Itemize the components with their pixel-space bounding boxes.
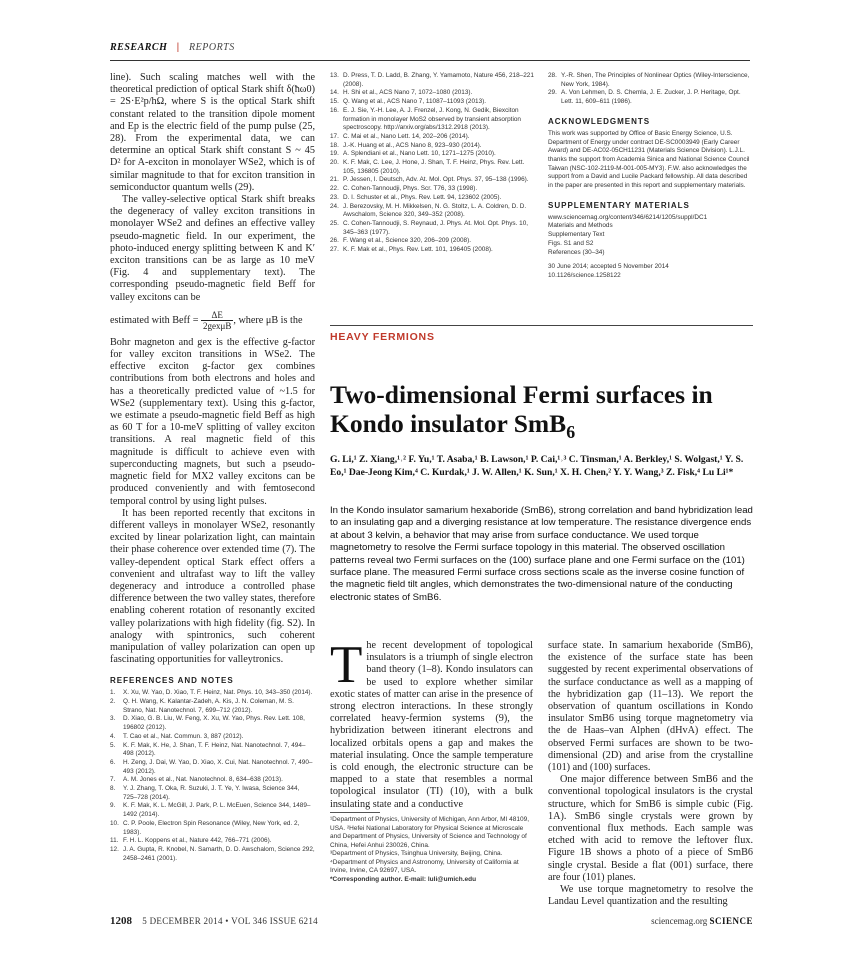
article-separator-rule — [330, 325, 753, 326]
formula-fraction — [201, 310, 233, 331]
page-footer — [110, 915, 753, 927]
site-name: sciencemag.org — [651, 916, 708, 926]
formula-numerator: ΔE — [201, 310, 233, 321]
article-body-column-2 — [548, 640, 753, 908]
drop-cap: T — [330, 636, 363, 694]
doi: 10.1126/science.1258122 — [548, 271, 621, 279]
references-heading: REFERENCES AND NOTES — [110, 676, 234, 686]
reference-item: 3. D. Xiao, G. B. Liu, W. Feng, X. Xu, W. Yao, Phys. Rev. Lett. 108, 196802 (2012). — [110, 715, 305, 732]
reference-item: 4. T. Cao et al., Nat. Commun. 3, 887 (2012). — [110, 732, 244, 740]
reference-list — [548, 72, 753, 107]
reference-item: 17. C. Mai et al., Nano Lett. 14, 202–206 (2014). — [330, 132, 470, 140]
article-abstract: In the Kondo insulator samarium hexaboride (SmB6), strong correlation and band hybridization lead to an insulating gap and a diverging resistance at low temperature. The resistance divergence ends at about 3 kelvin, a behavior that may arise from surface conductance. We used torque magnetometry to resolve the Fermi surface topology in this material. The observed oscillation patterns reveal two Fermi surfaces on the (100) surface plane and one Fermi surface on the (101) surface plane. The measured Fermi surface cross sections scale as the inverse cosine function of the magnetic field tilt angles, which demonstrates the two-dimensional nature of the conducting electronic states of SmB6. — [330, 505, 753, 603]
article-body-column-1 — [330, 636, 533, 811]
reference-item: 23. D. I. Schuster et al., Phys. Rev. Lett. 94, 123602 (2005). — [330, 193, 502, 201]
journal-name: SCIENCE — [709, 916, 753, 926]
reference-item: 8. Y. J. Zhang, T. Oka, R. Suzuki, J. T. Ye, Y. Iwasa, Science 344, 725–728 (2014). — [110, 785, 300, 801]
column-2 — [330, 72, 535, 255]
corresponding-author: *Corresponding author. E-mail: luli@umich.edu — [330, 875, 477, 883]
reference-item: 19. A. Splendiani et al., Nano Lett. 10, 1271–1275 (2010). — [330, 150, 496, 158]
section-label: RESEARCH — [110, 42, 168, 53]
reference-item: 26. F. Wang et al., Science 320, 206–209 (2008). — [330, 237, 472, 245]
affiliation-line: ³Department of Physics, Tsinghua University, Beijing, China. — [330, 850, 503, 857]
article-title: Two-dimensional Fermi surfaces in Kondo insulator SmB$_6$ — [330, 380, 713, 443]
formula-line — [110, 310, 315, 331]
reference-item: 5. K. F. Mak, K. He, J. Shan, T. F. Heinz, Nat. Nanotechnol. 7, 494–498 (2012). — [110, 741, 306, 758]
body-paragraph: We use torque magnetometry to resolve the Landau Level quantization and the resulting — [548, 884, 753, 908]
reference-item: 9. K. F. Mak, K. L. McGill, J. Park, P. L. McEuen, Science 344, 1489–1492 (2014). — [110, 802, 311, 819]
body-paragraph: The valley-selective optical Stark shift breaks the degeneracy of valley exciton transitions in monolayer WSe2 and defines an effective valley pseudo-magnetic field. In our experiment, the photo-induced energy splitting between K and K′ exciton transitions can be as large as 10 meV (Fig. 4 and supplementary text). The corresponding pseudo-magnetic field Beff for valley excitons can be — [110, 194, 315, 303]
acknowledgments-heading: ACKNOWLEDGMENTS — [548, 116, 651, 126]
category-label: REPORTS — [189, 42, 235, 53]
reference-item: 16. E. J. Sie, Y.-H. Lee, A. J. Frenzel, J. Kong, N. Gedik, Biexciton formation in monolayer MoS2 observed by transient absorption spectroscopy. http://arxiv.org/abs/1312.2918 (2013). — [330, 106, 521, 132]
body-paragraph: The recent development of topological insulators is a triumph of single electron band theory (1–8). Kondo insulators can be used to explore whether similar exotic states of matter can arise in the presence of strong electron interactions. In these strongly correlated heavy-fermion systems (9), the hybridization between itinerant electrons and localized orbitals opens a gap and makes the material insulating. Once the sample temperature is cold enough, the electronic structure can be mapped to a state that resembles a normal topological insulator (TI) (10), with a bulk insulating state and a conductive — [330, 636, 533, 810]
affiliations — [330, 816, 533, 884]
article-kicker: HEAVY FERMIONS — [330, 331, 435, 343]
supplementary-item: Figs. S1 and S2 — [548, 239, 594, 247]
affiliation-line: ⁴Department of Physics and Astronomy, University of California at Irvine, Irvine, CA 92697, USA. — [330, 858, 519, 874]
reference-item: 20. K. F. Mak, C. Lee, J. Hone, J. Shan, T. F. Heinz, Phys. Rev. Lett. 105, 136805 (2010). — [330, 159, 525, 175]
reference-item: 13. D. Press, T. D. Ladd, B. Zhang, Y. Yamamoto, Nature 456, 218–221 (2008). — [330, 72, 534, 88]
reference-item: 21. P. Jessen, I. Deutsch, Adv. At. Mol. Opt. Phys. 37, 95–138 (1996). — [330, 176, 529, 184]
reference-item: 27. K. F. Mak et al., Phys. Rev. Lett. 101, 196405 (2008). — [330, 246, 493, 254]
reference-item: 11. F. H. L. Koppens et al., Nature 442, 766–771 (2006). — [110, 837, 272, 845]
reference-item: 18. J.-K. Huang et al., ACS Nano 8, 923–930 (2014). — [330, 141, 482, 149]
reference-item: 14. H. Shi et al., ACS Nano 7, 1072–1080 (2013). — [330, 89, 473, 97]
supplementary-item: Supplementary Text — [548, 231, 605, 239]
acknowledgments-text: This work was supported by Office of Basic Energy Science, U.S. Department of Energy under contract DE-SC0003949 (Early Career Award) and DE-AC02-05CH11231 (Materials Science Division). L.J.L. thanks the support from Academia Sinica and National Science Council Taiwan (NSC-102-2119-M-001-005-MY3). F.W. also acknowledges the support from a David and Lucile Packard fellowship. All data described in the paper are presented in this report and supplementary materials. — [548, 129, 750, 190]
supplementary-item: Materials and Methods — [548, 222, 613, 230]
reference-item: 29. A. Von Lehmen, D. S. Chemla, J. E. Zucker, J. P. Heritage, Opt. Lett. 11, 609–611 (1986). — [548, 89, 741, 106]
body-paragraph: It has been reported recently that excitons in different valleys in monolayer WSe2, resonantly excited by linear polarization light, can maintain their phase coherence over extended time (7). The valley-dependent optical Stark effect offers a convenient and ultrafast way to lift the valley degeneracy and introduce a controlled phase difference between the two valley states, therefore enabling coherent rotation of resonantly excited valley polarizations with high fidelity (fig. S2). In analogy with spintronics, such coherent manipulation of valley polarization can open up fascinating opportunities for valleytronics. — [110, 507, 315, 666]
article-authors: G. Li,¹ Z. Xiang,¹˒² F. Yu,¹ T. Asaba,¹ B. Lawson,¹ P. Cai,¹˒³ C. Tinsman,¹ A. Berkley,¹ S. Wolgast,¹ Y. S. Eo,¹ Dae-Jeong Kim,⁴ C. Kurdak,¹ J. W. Allen,¹ K. Sun,¹ X. H. Chen,² Y. Y. Wang,³ Z. Fisk,⁴ Lu Li¹* — [330, 454, 744, 478]
supplementary-link[interactable]: www.sciencemag.org/content/346/6214/1205/suppl/DC1 — [548, 213, 708, 221]
footer-journal — [651, 916, 753, 926]
reference-item: 22. C. Cohen-Tannoudji, Phys. Scr. T76, 33 (1998). — [330, 185, 478, 193]
received-date: 30 June 2014; accepted 5 November 2014 — [548, 263, 669, 271]
reference-item: 1. X. Xu, W. Yao, D. Xiao, T. F. Heinz, Nat. Phys. 10, 343–350 (2014). — [110, 689, 313, 697]
header-separator: | — [176, 42, 180, 53]
issue-info: 5 DECEMBER 2014 • VOL 346 ISSUE 6214 — [142, 916, 318, 926]
body-paragraph: One major difference between SmB6 and the conventional topological insulators is the crystal structure, which for SmB6 is simple cubic (Fig. 1A). SmB6 single crystals were grown by conventional flux methods. Each sample was etched with acid to remove the leftover flux. Figure 1B shows a photo of a piece of SmB6 single crystal. Beside a flat (001) surface, there are four (101) planes. — [548, 774, 753, 883]
reference-item: 7. A. M. Jones et al., Nat. Nanotechnol. 8, 634–638 (2013). — [110, 776, 283, 784]
reference-item: 15. Q. Wang et al., ACS Nano 7, 11087–11093 (2013). — [330, 98, 487, 106]
supplementary-list — [548, 214, 753, 258]
reference-list — [330, 72, 535, 255]
column-1 — [110, 72, 315, 863]
running-header — [110, 42, 750, 53]
affiliation-rule — [330, 812, 380, 813]
reference-item: 12. J. A. Gupta, R. Knobel, N. Samarth, D. D. Awschalom, Science 292, 2458–2461 (2001). — [110, 846, 315, 862]
page-number: 1208 — [110, 915, 132, 927]
supplementary-heading: SUPPLEMENTARY MATERIALS — [548, 200, 690, 210]
body-paragraph: surface state. In samarium hexaboride (SmB6), the existence of the surface state has been suggested by recent experimental observations of the surface conductance as well as a mapping of the hybridization gap (11–13). We report the observation of quantum oscillations in Kondo insulator SmB6 using torque magnetometry via the de Haas–van Alphen (dHvA) effect. The observed Fermi surfaces are shown to be two-dimensional (2D) and arise from the crystalline (101) and (100) surfaces. — [548, 640, 753, 774]
header-rule — [110, 60, 750, 61]
reference-item: 10. C. P. Poole, Electron Spin Resonance (Wiley, New York, ed. 2, 1983). — [110, 819, 300, 836]
reference-item: 6. H. Zeng, J. Dai, W. Yao, D. Xiao, X. Cui, Nat. Nanotechnol. 7, 490–493 (2012). — [110, 758, 313, 775]
body-paragraph: Bohr magneton and gex is the effective g-factor for valley exciton transitions in WSe2. The effective exciton g-factor gex combines contributions from both electrons and holes and has a theoretically predicted value of ~1.5 for WSe2 (supplementary text). Using this g-factor, we estimate a pseudo-magnetic field Beff as high as 60 T for a 10-meV splitting of valley exciton transitions. A real magnetic field of this magnitude is difficult to achieve even with superconducting magnets, but such a pseudo-magnetic field for MX2 valley excitons can be produced conveniently and with femtosecond temporal control by using light pulses. — [110, 336, 315, 507]
reference-item: 28. Y.-R. Shen, The Principles of Nonlinear Optics (Wiley-Interscience, New York, 1984). — [548, 72, 750, 88]
reference-item: 2. Q. H. Wang, K. Kalantar-Zadeh, A. Kis, J. N. Coleman, M. S. Strano, Nat. Nanotechnol. 7, 699–712 (2012). — [110, 698, 294, 714]
body-paragraph: line). Such scaling matches well with the theoretical prediction of optical Stark shift δ(ħω0) = 2S·E²p/hΩ, where S is the optical Stark shift constant related to the transition dipole moment and Ep is the electric field of the pump pulse (25, 28). From the experimental data, we can determine an optical Stark shift constant S ~ 45 D² for A-exciton in monolayer WSe2, which is of similar magnitude to that for exciton transition in semiconductor quantum wells (29). — [110, 72, 315, 193]
column-3 — [548, 72, 753, 281]
affiliation-line: ¹Department of Physics, University of Michigan, Ann Arbor, MI 48109, USA. ²Hefei National Laboratory for Physical Science at Microscale and Department of Physics, University of Science and Technology of China, Hefei Anhui 230026, China. — [330, 816, 530, 849]
reference-list — [110, 689, 315, 863]
formula-tail: , where μB is the — [233, 314, 303, 326]
reference-item: 25. C. Cohen-Tannoudji, S. Reynaud, J. Phys. At. Mol. Opt. Phys. 10, 345–363 (1977). — [330, 219, 529, 236]
reference-item: 24. J. Berezovsky, M. H. Mikkelsen, N. G. Stoltz, L. A. Coldren, D. D. Awschalom, Science 320, 349–352 (2008). — [330, 202, 527, 219]
formula-denominator: 2gexμB — [203, 320, 232, 331]
formula-lead: estimated with Beff = — [110, 314, 199, 326]
supplementary-item: References (30–34) — [548, 248, 605, 256]
